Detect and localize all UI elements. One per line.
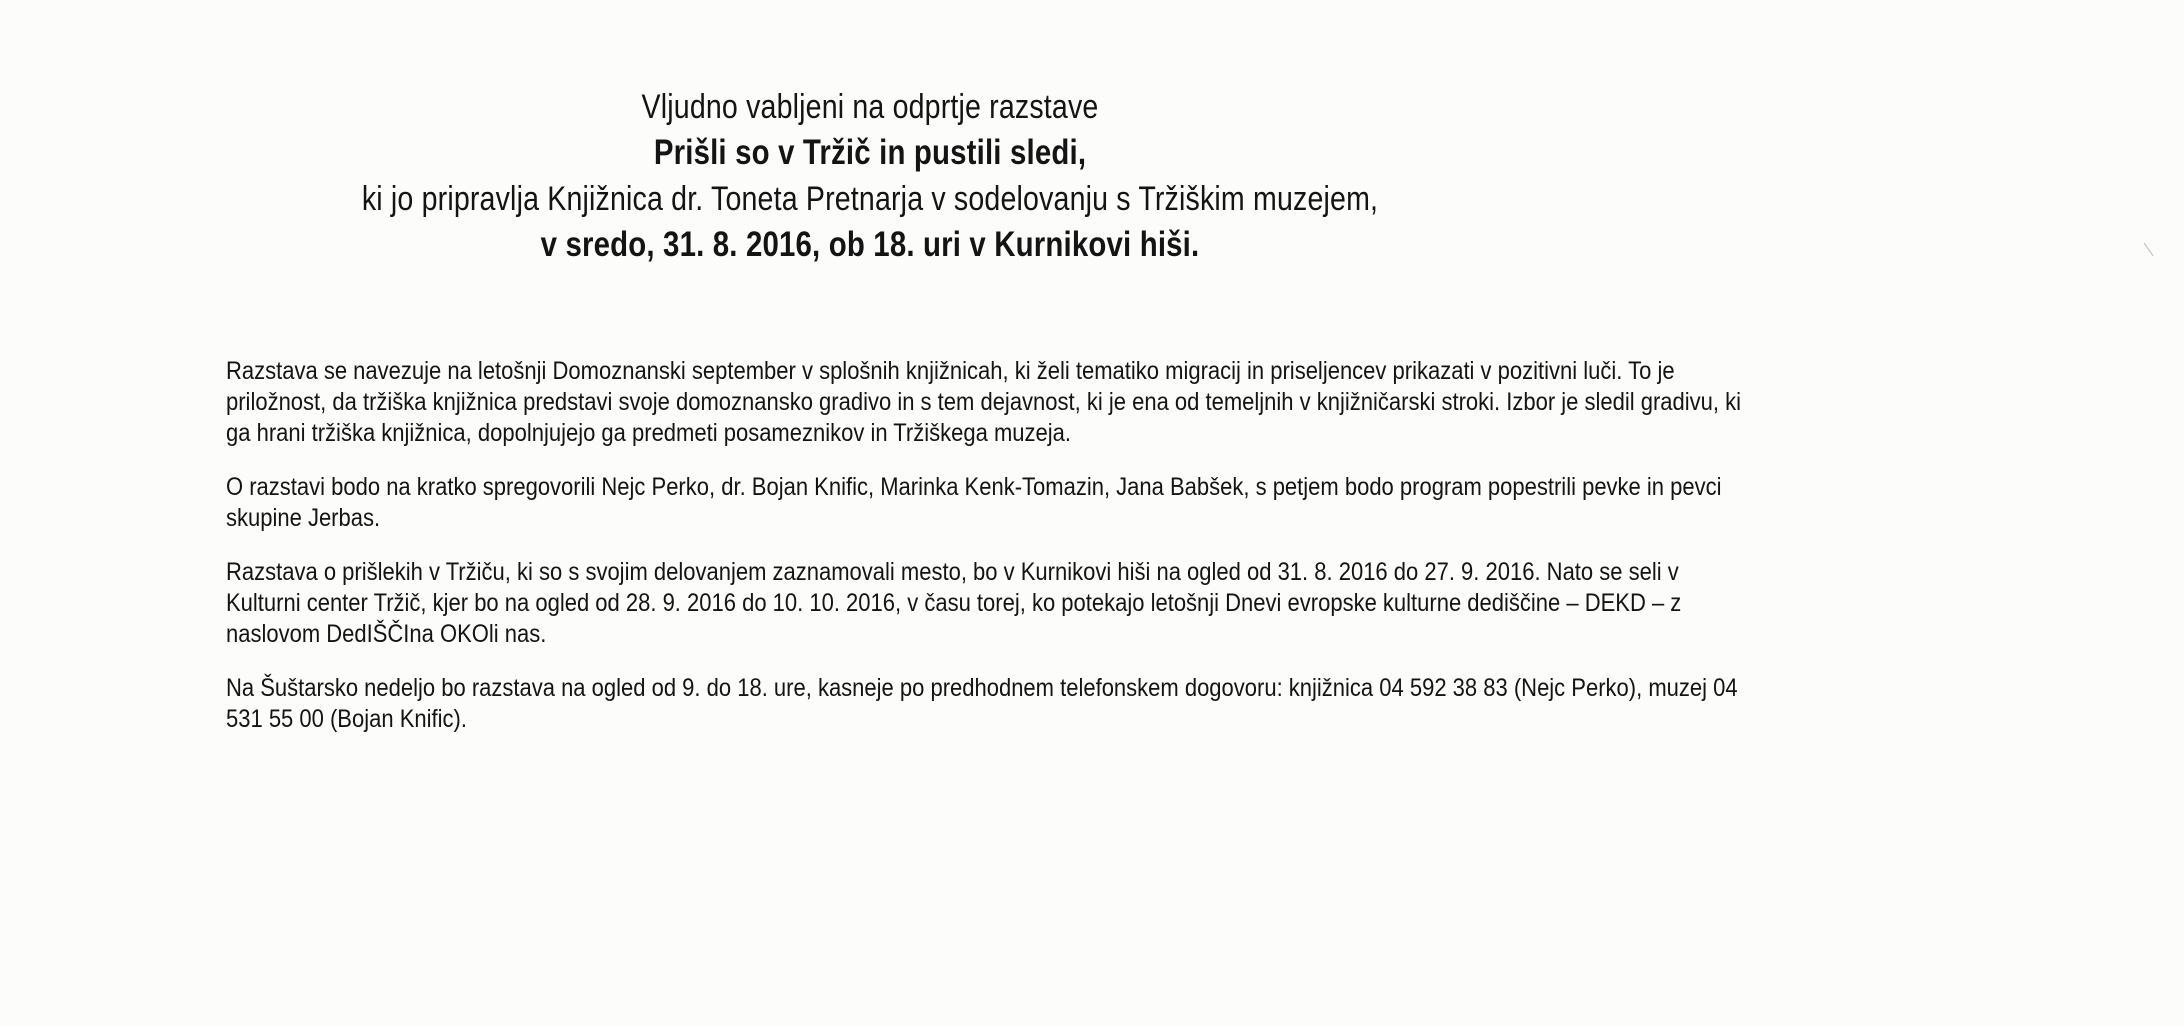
paragraph-speakers: O razstavi bodo na kratko spregovorili Nejc Perko, dr. Bojan Knific, Marinka Kenk-Tomazin, Jana Babšek, s petjem bodo program popestrili pevke in pevci skupine Jerbas. (226, 473, 1722, 532)
exhibition-title: Prišli so v Tržič in pustili sledi, (653, 133, 1087, 172)
organizer-line: ki jo pripravlja Knjižnica dr. Toneta Pretnarja v sodelovanju s Tržiškim muzejem, (361, 180, 1379, 218)
paragraph-visiting-info: Na Šuštarsko nedeljo bo razstava na ogled od 9. do 18. ure, kasneje po predhodnem telefonskem dogovoru: knjižnica 04 592 38 83 (Nejc Perko), muzej 04 531 55 00 (Bojan Knific). (226, 674, 1738, 733)
invitation-body (226, 356, 1757, 758)
event-date-location: v sredo, 31. 8. 2016, ob 18. uri v Kurnikovi hiši. (540, 225, 1200, 264)
invitation-intro-line: Vljudno vabljeni na odprtje razstave (641, 88, 1099, 126)
paragraph-about-exhibition: Razstava se navezuje na letošnji Domoznanski september v splošnih knjižnicah, ki želi tematiko migracij in priseljencev prikazati v pozitivni luči. To je priložnost, da tržiška knjižnica predstavi svoje domoznansko gradivo in s tem dejavnost, ki je ena od temeljnih v knjižničarski stroki. Izbor je sledil gradivu, ki ga hrani tržiška knjižnica, dopolnjujejo ga predmeti posameznikov in Tržiškega muzeja. (226, 357, 1742, 447)
scan-mark (2144, 236, 2164, 257)
invitation-heading (139, 84, 1601, 268)
paragraph-schedule: Razstava o prišlekih v Tržiču, ki so s svojim delovanjem zaznamovali mesto, bo v Kurnikovi hiši na ogled od 31. 8. 2016 do 27. 9. 2016. Nato se seli v Kulturni center Tržič, kjer bo na ogled od 28. 9. 2016 do 10. 10. 2016, v času torej, ko potekajo letošnji Dnevi evropske kulturne dediščine – DEKD – z naslovom DedIŠČIna OKOli nas. (226, 558, 1682, 648)
